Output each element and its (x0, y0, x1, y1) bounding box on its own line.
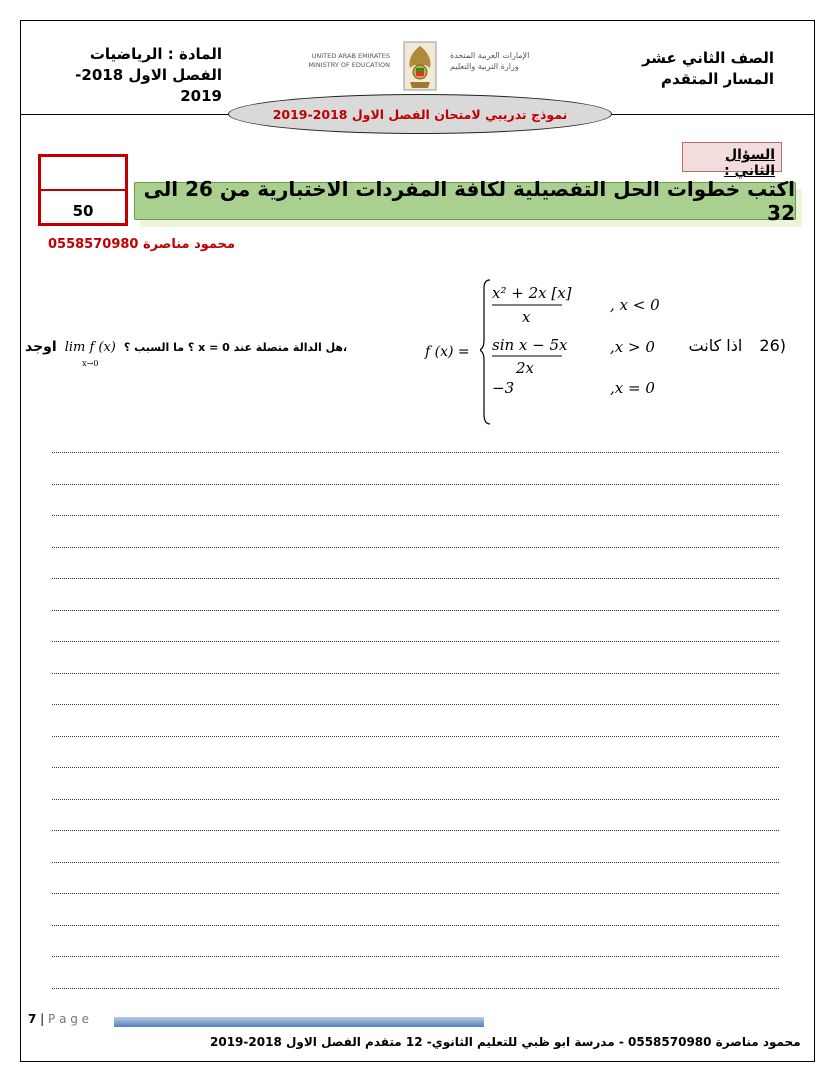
case3-value: −3 (492, 379, 515, 397)
case2-denominator: 2x (516, 359, 535, 377)
footer-text: محمود مناصرة 0558570980 - مدرسة ابو ظبي للتعليم الثانوي- 12 متقدم الفصل الاول 2018-2019 (210, 1035, 801, 1049)
answer-line (52, 799, 779, 800)
track-label: المسار المتقدم (661, 70, 774, 88)
answer-line (52, 515, 779, 516)
ministry-en-2: MINISTRY OF EDUCATION (308, 61, 390, 69)
case2-numerator: sin x − 5x (492, 336, 568, 354)
prompt-rest: ،هل الدالة متصلة عند x = 0 ؟ ما السبب ؟ (123, 341, 348, 354)
subject-label: المادة : الرياضيات (89, 45, 222, 63)
ministry-ar-2: وزارة التربية والتعليم (450, 62, 519, 71)
answer-line (52, 673, 779, 674)
page-num: 7 (28, 1012, 37, 1026)
function-label: f (x) = (425, 344, 470, 360)
answer-line (52, 578, 779, 579)
instructions-banner: اكتب خطوات الحل التفصيلية لكافة المفردات الاختبارية من 26 الى 32 (134, 182, 796, 220)
case1-condition: , x < 0 (610, 296, 660, 314)
header-left (50, 44, 222, 107)
exam-title: نموذج تدريبي لامتحان الفصل الاول 2018-2019 (228, 94, 612, 134)
answer-line (52, 767, 779, 768)
answer-line (52, 610, 779, 611)
section-label: السؤال الثاني : (682, 142, 782, 172)
answer-line (52, 641, 779, 642)
answer-line (52, 484, 779, 485)
piecewise-function (480, 278, 680, 428)
author-contact: محمود مناصرة 0558570980 (48, 237, 236, 252)
answer-line (52, 830, 779, 831)
emblem-icon (400, 38, 440, 94)
question-num: (26 (759, 336, 786, 355)
limit-subscript: x→0 (82, 359, 99, 368)
answer-line (52, 956, 779, 957)
case3-condition: ,x = 0 (610, 379, 655, 397)
grade-label: الصف الثاني عشر (641, 49, 774, 67)
score-value: 50 (72, 202, 94, 220)
header-right (642, 48, 774, 90)
page-number: 7 | P a g e (28, 1012, 90, 1026)
ministry-en-1: UNITED ARAB EMIRATES (311, 52, 390, 60)
answer-line (52, 893, 779, 894)
case1-numerator: x² + 2x [x] (492, 284, 572, 302)
answer-line (52, 547, 779, 548)
if-label: اذا كانت (688, 336, 743, 355)
case2-condition: ,x > 0 (610, 338, 655, 356)
footer-bar (114, 1017, 484, 1027)
term-label: الفصل الاول 2018-2019 (75, 66, 222, 105)
question-prompt (25, 339, 347, 370)
ministry-ar-1: الإمارات العربية المتحدة (450, 51, 530, 60)
answer-line (52, 862, 779, 863)
question-number (689, 336, 786, 355)
score-box (38, 154, 128, 226)
page-label: P a g e (48, 1012, 90, 1026)
answer-line (52, 452, 779, 453)
answer-line (52, 704, 779, 705)
case1-denominator: x (522, 308, 531, 326)
answer-line (52, 925, 779, 926)
prompt-find: اوجد (25, 339, 57, 355)
limit-expression: lim f (x) (64, 340, 116, 355)
answer-line (52, 736, 779, 737)
ministry-logo (270, 38, 570, 98)
answer-line (52, 988, 779, 989)
